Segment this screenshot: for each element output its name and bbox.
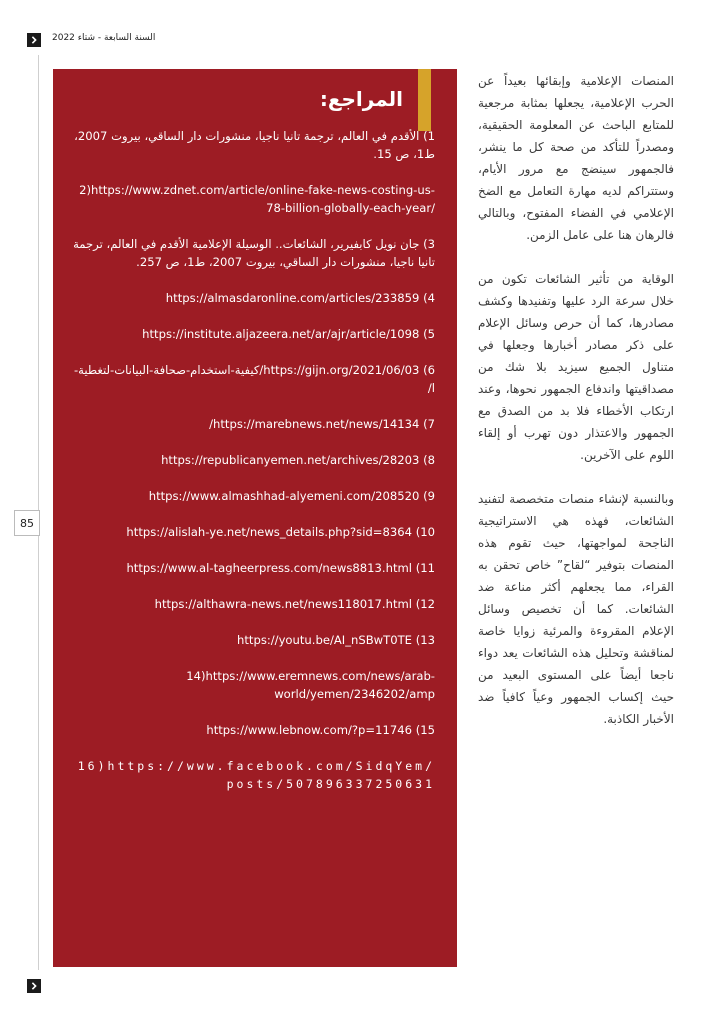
running-header: السنة السابعة - شتاء 2022	[52, 33, 156, 43]
references-list	[69, 127, 435, 811]
body-text-column	[478, 70, 674, 752]
reference-item: 10) https://alislah-ye.net/news_details.php?sid=8364	[126, 525, 435, 539]
reference-item: 7) https://marebnews.net/news/14134/	[209, 417, 435, 431]
references-title: المراجع:	[319, 87, 403, 111]
body-paragraph: وبالنسبة لإنشاء منصات متخصصة لتفنيد الشائعات، فهذه هي الاستراتيجية الناجحة لمواجهتها، حيث تقوم هذه المنصات بتوفير “لقاح” خاص تحقن به القراء، مما يجعلهم أكثر مناعة ضد الشائعات. كما أن تخصيص وسائل الإعلام المقروءة والمرئية زوايا خاصة لمناقشة وتحليل هذه الشائعات يعد دواء ناجعا أيضاً على المستوى البعيد من حيث إكساب الجمهور وعياً كافياً ضد الأخبار الكاذبة.	[478, 492, 674, 726]
reference-item: 5) https://institute.aljazeera.net/ar/ajr/article/1098	[142, 327, 435, 341]
reference-item: 9) https://www.almashhad-alyemeni.com/208520	[148, 489, 435, 503]
reference-item: 2)https://www.zdnet.com/article/online-fake-news-costing-us-78-billion-globally-each-year/	[79, 183, 435, 215]
reference-item: 1) الأقدم في العالم، ترجمة تانيا ناجيا، منشورات دار الساقي، بيروت 2007، ط1، ص 15.	[74, 129, 435, 161]
body-paragraph: الوقاية من تأثير الشائعات تكون من خلال سرعة الرد عليها وتفنيدها وكشف مصادرها، كما أن حرص وسائل الإعلام على ذكر مصادر أخبارها وجعلها في متناول الجميع سيزيد بلا شك من مصداقيتها واندفاع الجمهور نحوها، وعند ارتكاب الأخطاء فلا بد من الصدق مع الجمهور والاعتذار دون تهرب أو إلقاء اللوم على الآخرين.	[478, 272, 674, 462]
reference-item: 16)https://www.facebook.com/SidqYem/posts/507896337250631	[77, 759, 435, 791]
reference-item: 3) جان نويل كابفيرير، الشائعات.. الوسيلة الإعلامية الأقدم في العالم، ترجمة تانيا ناجيا، منشورات دار الساقي، بيروت 2007، ط1، ص 257.	[73, 237, 435, 269]
references-box	[53, 69, 457, 967]
reference-item: 14)https://www.eremnews.com/news/arab-world/yemen/2346202/amp	[186, 669, 435, 701]
reference-item: 6) https://gijn.org/2021/06/03/كيفية-استخدام-صحافة-البيانات-لتغطية-ا/	[74, 363, 435, 395]
chevron-right-icon	[27, 979, 41, 993]
page-number: 85	[14, 510, 40, 536]
chevron-right-icon	[27, 33, 41, 47]
reference-item: 11) https://www.al-tagheerpress.com/news8813.html	[126, 561, 435, 575]
reference-item: 15) https://www.lebnow.com/?p=11746	[206, 723, 435, 737]
body-paragraph: المنصات الإعلامية وإبقائها بعيداً عن الحرب الإعلامية، يجعلها بمثابة مرجعية للمتابع الباحث عن المعلومة الحقيقية، ومصدراً للتأكد من صحة كل ما ينشر، فالجمهور سينضج مع مرور الأيام، وستتراكم لديه مهارة التعامل مع الضخ الإعلامي في الفضاء المفتوح، وبالتالي فالرهان هنا على عامل الزمن.	[478, 74, 674, 242]
reference-item: 13) https://youtu.be/AI_nSBwT0TE	[237, 633, 435, 647]
reference-item: 4) https://almasdaronline.com/articles/233859	[165, 291, 435, 305]
reference-item: 8) https://republicanyemen.net/archives/28203	[161, 453, 435, 467]
accent-bar	[418, 69, 431, 131]
reference-item: 12) https://althawra-news.net/news118017.html	[154, 597, 435, 611]
